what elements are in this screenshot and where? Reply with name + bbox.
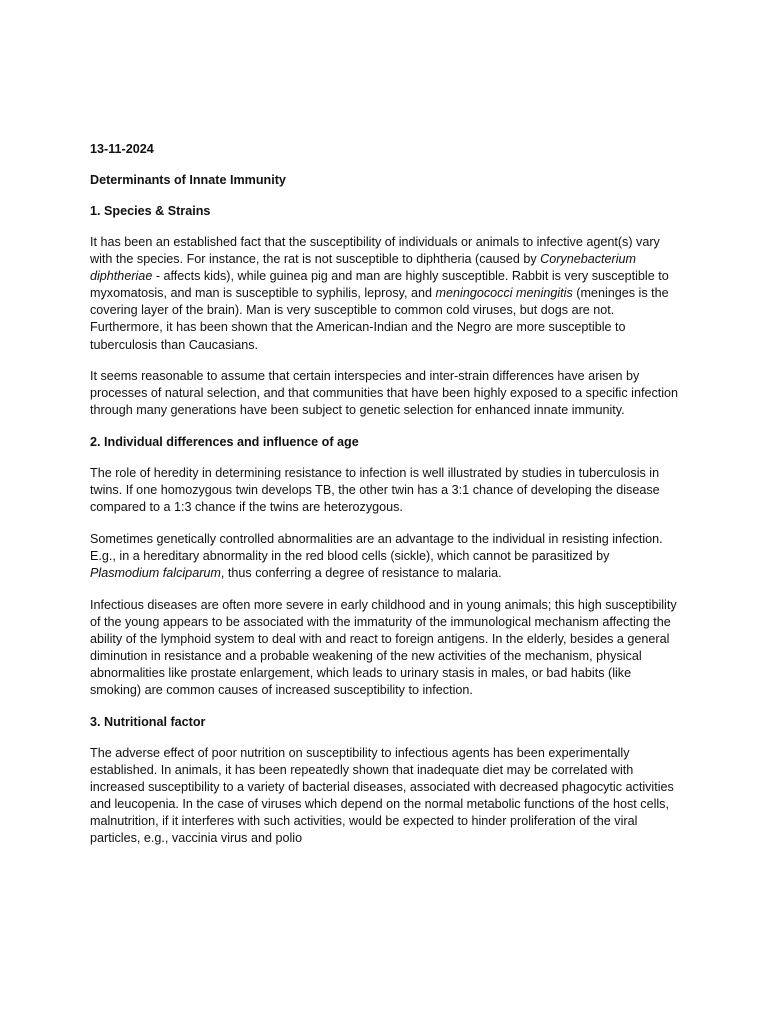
section-heading: 1. Species & Strains xyxy=(90,204,211,218)
paragraph xyxy=(90,368,680,419)
section-heading: 3. Nutritional factor xyxy=(90,714,206,729)
document-body xyxy=(90,203,680,847)
paragraph xyxy=(90,234,680,354)
paragraph xyxy=(90,531,680,582)
text-run: The adverse effect of poor nutrition on susceptibility to infectious agents has been experimentally established. In animals, it has been repeatedly shown that inadequate diet may be correlated with increased susceptibility to a variety of bacterial diseases, associated with decreased phagocytic activities and leucopenia. In the case of viruses which depend on the normal metabolic functions of the host cells, malnutrition, if it interferes with such activities, would be expected to hinder proliferation of the viral particles, e.g., vaccinia virus and polio xyxy=(90,745,674,846)
paragraph xyxy=(90,745,680,848)
text-run: It has been an established fact that the susceptibility of individuals or animals to infective agent(s) vary with the species. For instance, the rat is not susceptible to diphtheria (caused by xyxy=(90,235,660,267)
paragraph xyxy=(90,597,680,700)
italic-term: meningococci meningitis xyxy=(435,286,573,301)
text-run: - affects kids), while guinea pig and man are highly susceptible. Rabbit is very susceptible to myxomatosis, and man is susceptible to syphilis, leprosy, and xyxy=(90,269,669,301)
text-run: , thus conferring a degree of resistance to malaria. xyxy=(220,565,502,580)
italic-term: Plasmodium falciparum xyxy=(90,565,221,580)
text-run: The role of heredity in determining resistance to infection is well illustrated by studies in tuberculosis in twins. If one homozygous twin develops TB, the other twin has a 3:1 chance of developing the disease compared to a 1:3 chance if the twins are heterozygous. xyxy=(90,465,660,515)
text-run: (meninges is the covering layer of the brain). Man is very susceptible to common cold viruses, but dogs are not. Furthermore, it has been shown that the American-Indian and the Negro are more susceptible to tuberculosis than Caucasians. xyxy=(90,286,669,352)
document-title: Determinants of Innate Immunity xyxy=(90,173,286,187)
text-run: Sometimes genetically controlled abnormalities are an advantage to the individual in resisting infection. E.g., in a hereditary abnormality in the red blood cells (sickle), which cannot be parasitized by xyxy=(90,531,663,563)
text-run: Infectious diseases are often more severe in early childhood and in young animals; this high susceptibility of the young appears to be associated with the immaturity of the immunological mechanism affecting the ability of the lymphoid system to deal with and react to foreign antigens. In the elderly, besides a general diminution in resistance and a probable weakening of the new activities of the mechanism, physical abnormalities like prostate enlargement, which leads to urinary stasis in males, or bad habits (like smoking) are common causes of increased susceptibility to infection. xyxy=(90,597,677,697)
paragraph xyxy=(90,465,680,516)
document-date: 13-11-2024 xyxy=(90,142,154,156)
section-heading: 2. Individual differences and influence of age xyxy=(90,434,359,449)
italic-term: Corynebacterium diphtheriae xyxy=(90,252,637,284)
text-run: It seems reasonable to assume that certain interspecies and inter-strain differences have arisen by processes of natural selection, and that communities that have been highly exposed to a specific infection through many generations have been subject to genetic selection for enhanced innate immunity. xyxy=(90,369,679,418)
